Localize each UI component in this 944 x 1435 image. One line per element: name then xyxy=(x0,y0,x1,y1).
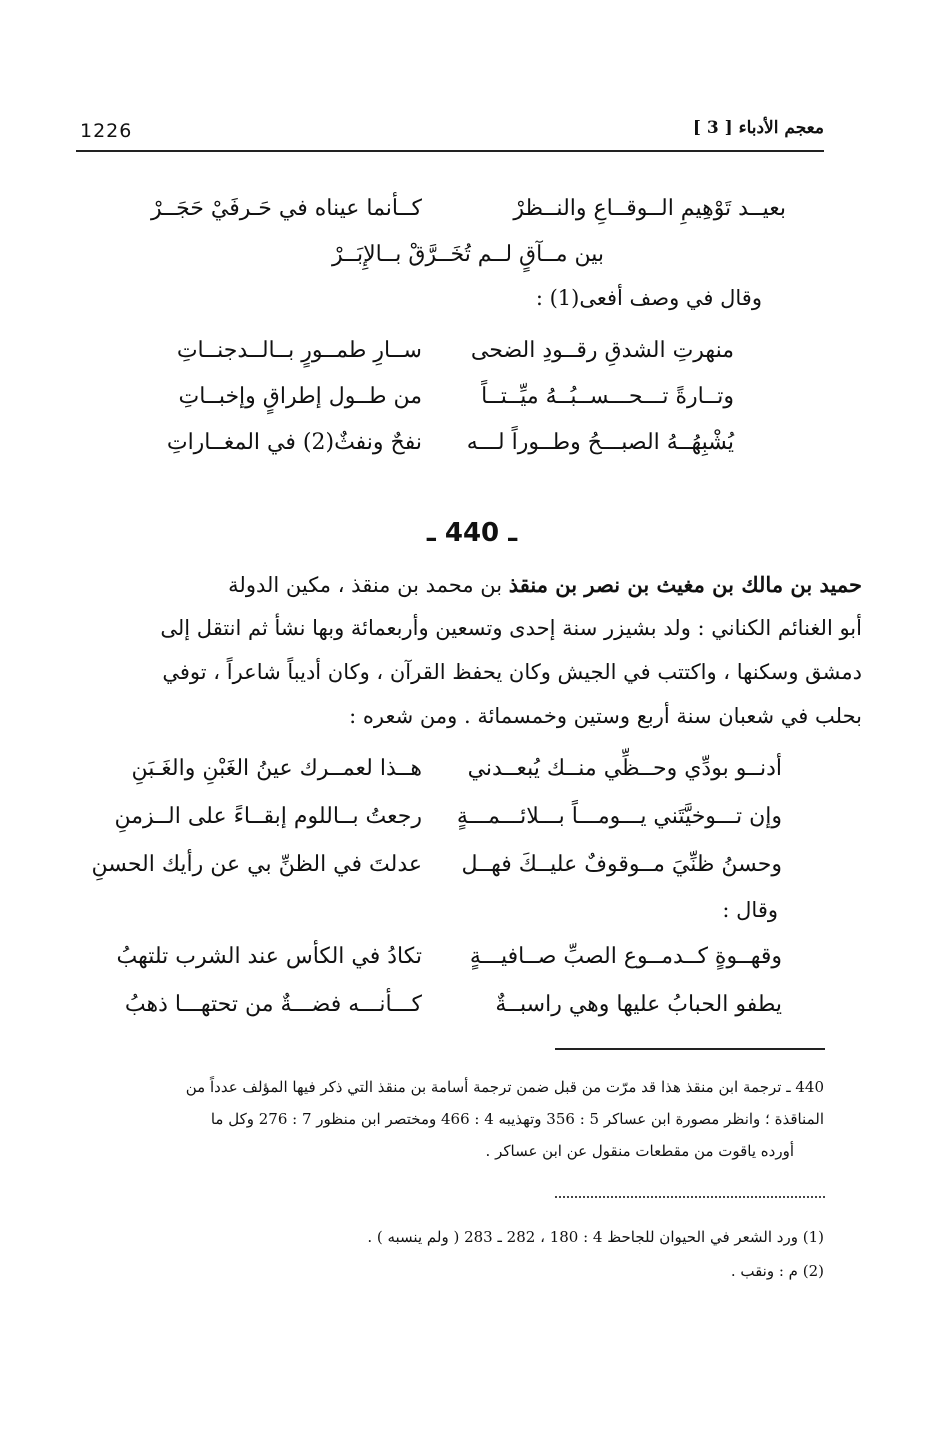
poem1-verse-2-first: وإن تـــوخيَّتَني يـــومـــاً بـــلائـــمـــةٍ xyxy=(456,804,782,829)
snake-verse-2-second: من طــول إطراقٍ وإخبــاتِ xyxy=(178,384,422,409)
footnote-2: (2) م : ونقب . xyxy=(730,1262,824,1280)
poem2-verse-2-second: كـــأنـــه فضـــةٌ من تحتهـــا ذهبُ xyxy=(124,992,422,1017)
verse-2-single: بين مــآقٍ لــم تُخَــرَّقْ بــالإِبَــرْ xyxy=(331,242,604,267)
header-rule xyxy=(76,150,824,152)
poem1-verse-1-first: أدنــو بودِّي وحــظِّي منــك يُبعــدني xyxy=(467,756,782,781)
snake-verse-3-second: نفحٌ ونفثٌ(2) في المغــاراتِ xyxy=(166,430,422,455)
running-title: معجم الأدباء [ 3 ] xyxy=(692,118,824,138)
footnote-main-line-1: 440 ـ ترجمة ابن منقذ هذا قد مرّت من قبل ضمن ترجمة أسامة بن منقذ التي ذكر فيها المؤلف عدداً من xyxy=(185,1078,824,1096)
bio-line-2: أبو الغنائم الكناني : ولد بشيزر سنة إحدى وتسعين وأربعمائة وبها نشأ ثم انتقل إلى xyxy=(160,616,862,640)
page-number: 1226 xyxy=(80,120,133,142)
poem2-verse-1-first: وقهــوةٍ كــدمــوع الصبِّ صــافيـــةٍ xyxy=(469,944,782,969)
verse-1-second-hemistich: كــأنما عيناه في حَـرفَيْ حَجَــرْ xyxy=(151,196,422,221)
qala-line: وقال : xyxy=(722,898,778,922)
poem2-verse-2-first: يطفو الحبابُ عليها وهي راسبــةٌ xyxy=(495,992,782,1017)
poem2-verse-1-second: تكادُ في الكأس عند الشرب تلتهبُ xyxy=(116,944,422,969)
footnote-main-line-3: أورده ياقوت من مقطعات منقول عن ابن عساكر . xyxy=(485,1142,794,1160)
intro-line-snake: وقال في وصف أفعى(1) : xyxy=(535,286,762,310)
bio-line-3: دمشق وسكنها ، واكتتب في الجيش وكان يحفظ القرآن ، وكان أديباً شاعراً ، توفي xyxy=(162,660,862,684)
entry-number: ـ 440 ـ xyxy=(426,518,518,548)
footnote-separator xyxy=(555,1048,825,1050)
poem1-verse-3-second: عدلتَ في الظنِّ بي عن رأيك الحسنِ xyxy=(91,852,422,877)
bio-line-1 xyxy=(228,572,862,597)
poem1-verse-3-first: وحسنُ ظنِّيَ مــوقوفٌ عليــكَ فهــل xyxy=(461,852,782,877)
snake-verse-3-first: يُشْبِهُــهُ الصبـــحُ وطــوراً لـــه xyxy=(466,430,734,455)
bio-line-4: بحلب في شعبان سنة أربع وستين وخمسمائة . ومن شعره : xyxy=(349,704,862,728)
footnote-1: (1) ورد الشعر في الحيوان للجاحظ 4 : 180 ، 282 ـ 283 ( ولم ينسبه ) . xyxy=(367,1228,824,1246)
subject-name: حميد بن مالك بن مغيث بن نصر بن منقذ xyxy=(508,572,862,597)
poem1-verse-2-second: رجعتُ بــاللوم إبقــاءً على الــزمنِ xyxy=(114,804,422,829)
snake-verse-1-second: ســارِ طمــورٍ بــالــدجنــاتِ xyxy=(176,338,422,363)
verse-1-first-hemistich: بعيــد تَوْهِيمِ الــوقــاعِ والنــظرْ xyxy=(513,196,786,221)
bio-line-1-rest: بن محمد بن منقذ ، مكين الدولة xyxy=(228,573,509,597)
footnote-main-line-2: المناقذة ؛ وانظر مصورة ابن عساكر 5 : 356 وتهذيبه 4 : 466 ومختصر ابن منظور 7 : 276 وكل ما xyxy=(210,1110,824,1128)
snake-verse-2-first: وتــارةً تـــحـــســبُــهُ ميِّــتــاً xyxy=(481,384,734,409)
dotted-separator xyxy=(555,1196,825,1198)
snake-verse-1-first: منهرتِ الشدقِ رقــودِ الضحى xyxy=(470,338,734,363)
poem1-verse-1-second: هــذا لعمــرك عينُ الغَبْنِ والغَـبَنِ xyxy=(131,756,422,781)
